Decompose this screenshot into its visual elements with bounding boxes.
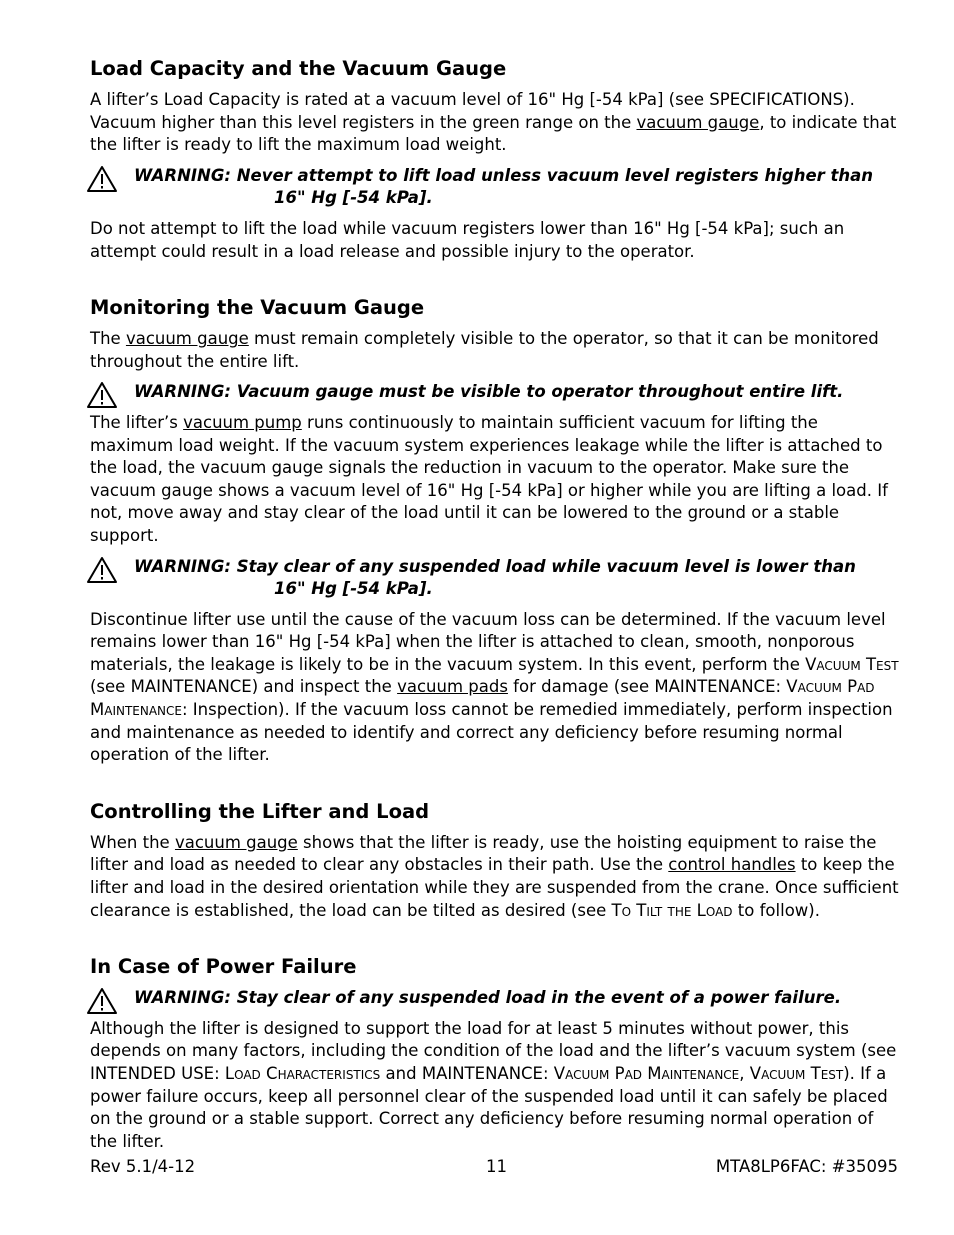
document-page bbox=[90, 56, 905, 1161]
text-run: to follow). bbox=[732, 900, 820, 920]
paragraph-vacuum-pump bbox=[90, 412, 905, 548]
page-number: 11 bbox=[486, 1157, 507, 1176]
warning-text-continued: 16" Hg [-54 kPa]. bbox=[274, 188, 433, 208]
text-run: , bbox=[739, 1064, 750, 1083]
warning-triangle-icon bbox=[86, 165, 118, 193]
warning-text: WARNING: Vacuum gauge must be visible to operator throughout entire lift. bbox=[134, 382, 844, 402]
text-run: to keep the lifter and load in the desired orientation while they are suspended from the crane. Once sufficient clearance is established, the load can be tilted as desired (see bbox=[90, 855, 899, 920]
warning-power-failure bbox=[90, 987, 905, 1010]
warning-triangle-icon bbox=[86, 381, 118, 409]
text-run: and MAINTENANCE: bbox=[380, 1064, 554, 1083]
warning-text: WARNING: Stay clear of any suspended load while vacuum level is lower than bbox=[134, 556, 856, 576]
text-run: shows that the lifter is ready, use the hoisting equipment to raise the lifter and load as needed to clear any obstacles in their path. Use the bbox=[90, 832, 877, 875]
text-run: ). If a power failure occurs, keep all personnel clear of the suspended load until it can safely be placed on the ground or a stable support. Correct any deficiency before resuming normal operation of the lifter. bbox=[90, 1064, 888, 1151]
warning-text: WARNING: Stay clear of any suspended load in the event of a power failure. bbox=[134, 988, 842, 1008]
warning-triangle-icon bbox=[86, 556, 118, 584]
warning-text-continued: 16" Hg [-54 kPa]. bbox=[274, 579, 433, 599]
tilt-load-reference: To Tilt the Load bbox=[611, 900, 733, 920]
warning-text: WARNING: Never attempt to lift load unless vacuum level registers higher than bbox=[134, 165, 874, 185]
text-run: runs continuously to maintain sufficient vacuum for lifting the maximum load weight. If the vacuum system experiences leakage while the lifter is attached to the load, the vacuum gauge signals the reduction in vacuum to the operator. Make sure the vacuum gauge shows a vacuum level of 16" Hg [-54 kPa] or higher while you are lifting a load. If not, move away and stay clear of the load until it can be lowered to the ground or a stable support. bbox=[90, 412, 888, 545]
heading-power-failure: In Case of Power Failure bbox=[90, 955, 357, 979]
text-run: When the bbox=[90, 832, 175, 852]
control-handles-link: control handles bbox=[668, 855, 796, 875]
vacuum-test-reference: Vacuum Test bbox=[805, 654, 899, 674]
text-run: , to indicate that the lifter is ready to lift the maximum load weight. bbox=[90, 112, 897, 155]
paragraph-gauge-visible bbox=[90, 328, 905, 373]
vacuum-pad-maintenance-reference: Vacuum Pad Maintenance bbox=[553, 1064, 740, 1083]
warning-gauge-visible bbox=[90, 381, 905, 404]
text-run: Although the lifter is designed to support the load for at least 5 minutes without power, this depends on many factors, including the condition of the load and the lifter’s vacuum system (see INTENDED USE: bbox=[90, 1018, 897, 1083]
paragraph-power-failure bbox=[90, 1018, 905, 1154]
text-run: must remain completely visible to the operator, so that it can be monitored throughout the entire lift. bbox=[90, 329, 879, 371]
text-run: for damage (see MAINTENANCE: bbox=[507, 677, 787, 697]
text-run: The bbox=[90, 329, 126, 349]
vacuum-gauge-link: vacuum gauge bbox=[125, 329, 249, 349]
vacuum-pads-link: vacuum pads bbox=[397, 677, 508, 697]
text-run: Discontinue lifter use until the cause of the vacuum loss can be determined. If the vacuum level remains lower than 16" Hg [-54 kPa] when the lifter is attached to clean, smooth, nonporous materials, the leakage is likely to be in the vacuum system. In this event, perform the bbox=[90, 609, 886, 674]
paragraph-discontinue-use bbox=[90, 609, 905, 767]
heading-load-capacity: Load Capacity and the Vacuum Gauge bbox=[90, 57, 507, 80]
text-run: The lifter’s bbox=[90, 412, 184, 432]
model-number: MTA8LP6FAC: #35095 bbox=[715, 1157, 898, 1176]
vacuum-test-reference: Vacuum Test bbox=[749, 1064, 844, 1083]
revision-label: Rev 5.1/4-12 bbox=[90, 1157, 196, 1176]
warning-suspended-load bbox=[90, 556, 905, 601]
paragraph-controlling-lifter bbox=[90, 832, 905, 922]
page-footer bbox=[90, 1156, 898, 1178]
paragraph-vacuum-release: Do not attempt to lift the load while vacuum registers lower than 16" Hg [-54 kPa]; such an attempt could result in a load release and possible injury to the operator. bbox=[90, 218, 845, 261]
heading-monitoring-gauge: Monitoring the Vacuum Gauge bbox=[90, 296, 425, 320]
text-run: : Inspection). If the vacuum loss cannot be remedied immediately, perform inspection and maintenance as needed to identify and correct any deficiency before resuming normal operation of the lifter. bbox=[90, 700, 893, 765]
vacuum-pad-maintenance-reference: Vacuum Pad Maintenance bbox=[90, 677, 875, 720]
warning-lift-load bbox=[90, 165, 905, 210]
text-run: (see MAINTENANCE) and inspect the bbox=[90, 677, 398, 697]
paragraph-load-capacity bbox=[90, 89, 905, 157]
vacuum-gauge-link: vacuum gauge bbox=[174, 832, 298, 852]
vacuum-pump-link: vacuum pump bbox=[183, 412, 302, 432]
vacuum-gauge-link: vacuum gauge bbox=[636, 112, 760, 132]
load-characteristics-reference: Load Characteristics bbox=[224, 1064, 381, 1083]
heading-controlling-lifter: Controlling the Lifter and Load bbox=[90, 799, 430, 823]
warning-triangle-icon bbox=[86, 987, 118, 1015]
text-run: A lifter’s Load Capacity is rated at a vacuum level of 16" Hg [-54 kPa] (see SPECIFICATIONS). Vacuum higher than this level registers in the green range on the bbox=[90, 90, 855, 132]
